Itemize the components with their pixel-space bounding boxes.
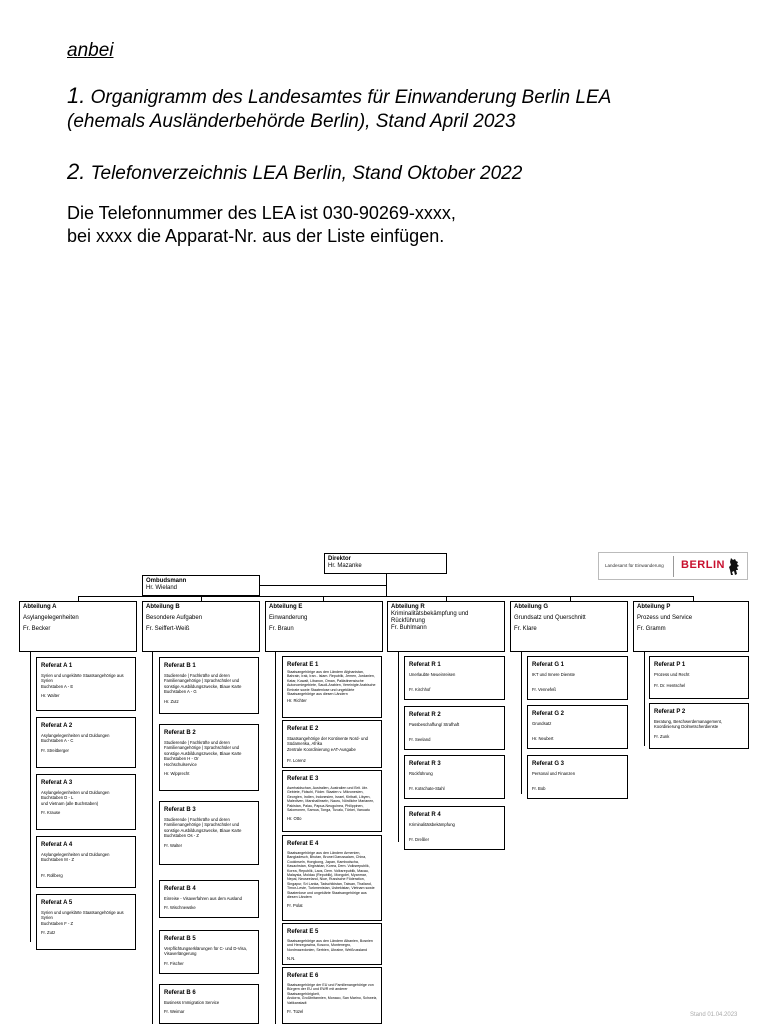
referat-title: Referat B 4: [164, 886, 196, 892]
department-a-box: [19, 601, 137, 652]
referat-title: Referat A 1: [41, 663, 73, 669]
connector-line: [386, 574, 387, 596]
referat-b2: [159, 724, 259, 791]
referat-a1: [36, 657, 136, 711]
logo-text: Landesamt für Einwanderung: [605, 563, 664, 568]
referat-b3: [159, 801, 259, 865]
referat-desc: Einreise - Visaverfahren aus dem Ausland: [164, 896, 242, 901]
connector-line: [644, 652, 645, 746]
referat-desc: Passbeschaffung/ Strafhaft: [409, 722, 460, 727]
referat-p2: [649, 703, 749, 749]
referat-desc: Staatsangehörige der EU und Familienangehörige von Bürgern der EU und EWR mit anderer Staatsangehörigkeit, Andorra, Großbritannien, Monaco, San Marino, Schweiz, Vatikanstadt: [287, 983, 378, 1005]
referat-p1: [649, 656, 749, 699]
tel-line-2: bei xxxx die Apparat-Nr. aus der Liste einfügen.: [67, 226, 445, 246]
stand-date: Stand 01.04.2023: [690, 1012, 738, 1018]
referat-desc: Staatsangehörige aus den Ländern Afghanistan, Bahrain, Irak, Iran - Islam. Republik, Jemen, Jordanien, Katar, Kuwait, Libanon, Oman, Palästinensische Autonomiegebiete, Saudi-Arabien, Vereinigte Arabische Emirate sowie Staatenlose und ungeklärte Staatsangehörige aus diesen Ländern: [287, 670, 376, 697]
referat-desc: Rückführung: [409, 771, 433, 776]
connector-line: [30, 652, 31, 942]
referat-person: Fr. Kirchhof: [409, 687, 431, 693]
referat-a2: [36, 717, 136, 768]
referat-r3: [404, 755, 505, 799]
referat-desc: Personal und Finanzen: [532, 771, 576, 776]
referat-title: Referat G 2: [532, 711, 565, 717]
referat-person: Fr. Wischnewske: [164, 905, 196, 911]
referat-title: Referat E 3: [287, 776, 319, 782]
referat-desc: Studierende | Fachkräfte und deren Familienangehörige | Sprachschüler und sonstige Ausbildungszwecke, Blaue Karte Buchstaben A - G: [164, 673, 242, 695]
item-2-number: 2.: [67, 159, 86, 184]
referat-desc: Asylangelegenheiten und Duldungen Buchstaben D - L und Vietnam (alle Buchstaben): [41, 790, 110, 806]
referat-title: Referat B 6: [164, 990, 196, 996]
anbei-heading: anbei: [67, 40, 114, 61]
tel-line-1: Die Telefonnummer des LEA ist 030-90269-xxxx,: [67, 203, 456, 223]
referat-title: Referat R 3: [409, 761, 441, 767]
department-subtitle: Grundsatz und Querschnitt: [514, 615, 586, 621]
referat-person: Fr. Fischer: [164, 960, 184, 966]
referat-person: Fr. Kotschate-Stahl: [409, 786, 445, 792]
referat-desc: Asylangelegenheiten und Duldungen Buchstaben A - C: [41, 733, 110, 744]
connector-line: [398, 652, 399, 842]
referat-e3: [282, 770, 382, 832]
referat-desc: Studierende | Fachkräfte und deren Familienangehörige | Sprachschüler und sonstige Ausbildungszwecke, Blaue Karte Buchstaben Os - Z: [164, 817, 242, 839]
item-1-line-1: Organigramm des Landesamtes für Einwanderung Berlin LEA: [90, 87, 612, 108]
referat-title: Referat A 2: [41, 723, 73, 729]
referat-r1: [404, 656, 505, 700]
logo-city: BERLIN: [681, 559, 725, 571]
department-person: Fr. Gramm: [637, 626, 666, 632]
referat-person: Fr. Weimar: [164, 1009, 185, 1015]
logo-separator: [673, 556, 674, 577]
referat-person: Fr. Walter: [164, 842, 182, 848]
department-person: Fr. Seiffert-Weiß: [146, 626, 190, 632]
referat-g3: [527, 755, 628, 799]
referat-a5: [36, 894, 136, 950]
berlin-logo: [598, 552, 748, 580]
referat-person: Fr. Krause: [41, 810, 61, 816]
item-1-number: 1.: [67, 83, 86, 108]
referat-title: Referat R 4: [409, 812, 441, 818]
referat-person: Hr. Zutz: [164, 698, 179, 704]
department-subtitle: Asylangelegenheiten: [23, 615, 79, 621]
referat-person: Hr. Walter: [41, 693, 60, 699]
referat-person: Fr. Vennefeß: [532, 687, 556, 693]
referat-g1: [527, 656, 628, 700]
referat-person: Fr. Zutz: [41, 930, 56, 936]
referat-person: Hr. Wipprecht: [164, 771, 190, 777]
referat-title: Referat A 5: [41, 900, 73, 906]
referat-person: Fr. Rollberg: [41, 872, 63, 878]
department-title: Abteilung B: [146, 604, 180, 610]
referat-desc: Syrien und ungeklärte Staatsangehörige aus Syrien Buchstaben F - Z: [41, 910, 124, 926]
department-subtitle: Besondere Aufgaben: [146, 615, 203, 621]
referat-desc: Prozess und Recht: [654, 672, 690, 677]
referat-e1: [282, 656, 382, 718]
ombudsmann-person: Hr. Wieland: [146, 585, 178, 591]
referat-desc: Syrien und ungeklärte Staatsangehörige aus Syrien Buchstaben A - E: [41, 673, 124, 689]
department-e-box: [265, 601, 383, 652]
referat-person: Fr. Seeland: [409, 737, 431, 743]
referat-title: Referat A 3: [41, 780, 73, 786]
referat-person: Hr. Richter: [287, 698, 307, 704]
referat-title: Referat R 2: [409, 712, 441, 718]
item-1-line-2: (ehemals Ausländerbehörde Berlin), Stand April 2023: [67, 111, 516, 132]
referat-title: Referat R 1: [409, 662, 441, 668]
director-title: Direktor: [328, 556, 352, 562]
referat-desc: Staatsangehörige der Kontinente Nord- und Südamerika, Afrika Zentrale Koordinierung eAT-Ausgabe: [287, 736, 369, 752]
referat-e4: [282, 835, 382, 921]
referat-b4: [159, 880, 259, 918]
referat-e6: [282, 967, 382, 1024]
connector-line: [152, 652, 153, 1024]
item-2-text: Telefonverzeichnis LEA Berlin, Stand Oktober 2022: [90, 163, 523, 184]
referat-a4: [36, 836, 136, 888]
connector-line: [521, 652, 522, 794]
referat-person: Fr. Lorenz: [287, 758, 306, 764]
referat-title: Referat G 3: [532, 761, 565, 767]
referat-g2: [527, 705, 628, 749]
department-person: Fr. Klare: [514, 626, 537, 632]
department-person: Fr. Becker: [23, 626, 51, 632]
ombudsmann-box: [142, 575, 260, 596]
referat-desc: Asylangelegenheiten und Duldungen Buchstaben M - Z: [41, 852, 110, 863]
referat-person: Fr. Dreßler: [409, 837, 430, 843]
department-subtitle: Kriminalitätsbekämpfung und Rückführung: [391, 611, 469, 624]
referat-person: Hr. Otto: [287, 816, 302, 822]
referat-r4: [404, 806, 505, 850]
referat-desc: Kriminalitätsbekämpfung: [409, 822, 455, 827]
referat-desc: Studierende | Fachkräfte und deren Familienangehörige | Sprachschüler und sonstige Ausbildungszwecke, Blaue Karte Buchstaben H - Or Hochschulservice: [164, 740, 242, 767]
referat-b6: [159, 984, 259, 1024]
referat-person: N.N.: [287, 956, 296, 962]
referat-title: Referat B 3: [164, 807, 196, 813]
referat-title: Referat P 2: [654, 709, 686, 715]
referat-person: Fr. Zunk: [654, 733, 670, 739]
referat-desc: Business Immigration Service: [164, 1000, 220, 1005]
referat-title: Referat E 6: [287, 973, 319, 979]
referat-title: Referat P 1: [654, 662, 686, 668]
referat-desc: IKT und Innere Dienste: [532, 672, 575, 677]
referat-title: Referat G 1: [532, 662, 565, 668]
director-box: [324, 553, 447, 574]
department-person: Fr. Braun: [269, 626, 294, 632]
department-title: Abteilung G: [514, 604, 548, 610]
referat-e2: [282, 720, 382, 768]
department-g-box: [510, 601, 628, 652]
referat-b1: [159, 657, 259, 714]
department-title: Abteilung R: [391, 604, 425, 610]
department-subtitle: Prozess und Service: [637, 615, 693, 621]
department-p-box: [633, 601, 749, 652]
connector-line: [78, 596, 694, 597]
referat-title: Referat B 5: [164, 936, 196, 942]
referat-e5: [282, 923, 382, 965]
department-r-box: [387, 601, 505, 652]
department-b-box: [142, 601, 260, 652]
director-person: Hr. Mazanke: [328, 563, 362, 569]
referat-title: Referat B 2: [164, 730, 196, 736]
berlin-bear-icon: [727, 557, 741, 576]
referat-r2: [404, 706, 505, 750]
department-title: Abteilung E: [269, 604, 303, 610]
referat-desc: Staatsangehörige aus den Ländern Armenien, Bangladesch, Bhutan, Brunei Darussalam, China, Cookinseln, Hongkong, Japan, Kambodscha, Kasachstan, Kirgisistan, Korea, Dem. Volksrepublik, Korea, Republik, Laos, Dem. Volksrepublik, Macau, Malaysia, Moldau (Republik), Mongolei, Myanmar, Nepal, Neuseeland, Niue, Russische Föderation, Singapur, Sri Lanka, Tadschikistan, Taiwan, Thailand, Timor-Leste, Turkmenistan, Usbekistan, Vietnam sowie Staatenlose und ungeklärte Staatsangehörige aus diesen Ländern: [287, 851, 375, 900]
referat-desc: Beratung, Beschwerdemanagement, Koordinierung Dolmetscherdienste: [654, 719, 722, 730]
ombudsmann-title: Ombudsmann: [146, 578, 187, 584]
referat-title: Referat E 5: [287, 929, 319, 935]
referat-desc: Aserbaidschan, Australien, Australien und Brit. übr. Gebiete, Fidschi, Föder. Staaten v. Mikronesien, Georgien, Indien, Indonesien, Israel, Kiribati, Libyen, Malediven, Marshallinseln, Nauru, Nördliche Marianen, Pakistan, Palau, Papua-Neuguinea, Philippinen, Salomonen, Samoa, Tonga, Tuvalu, Türkei, Vanuatu: [287, 786, 375, 813]
referat-person: Fr. Tüzel: [287, 1009, 304, 1015]
referat-a3: [36, 774, 136, 830]
referat-desc: Unerlaubte Neueinreisen: [409, 672, 456, 677]
referat-title: Referat E 2: [287, 726, 319, 732]
referat-title: Referat A 4: [41, 842, 73, 848]
connector-line: [275, 652, 276, 1024]
referat-title: Referat E 4: [287, 841, 319, 847]
referat-title: Referat B 1: [164, 663, 196, 669]
referat-desc: Grundsatz: [532, 721, 552, 726]
referat-title: Referat E 1: [287, 662, 319, 668]
referat-person: Fr. Bob: [532, 786, 546, 792]
department-title: Abteilung P: [637, 604, 671, 610]
department-person: Fr. Buhlmann: [391, 625, 427, 631]
referat-desc: Staatsangehörige aus den Ländern Albanien, Bosnien und Herzegowina, Kosovo, Montenegro, Nordmazedonien, Serbien, Ukraine, Weißrussland: [287, 939, 373, 952]
referat-person: Fr. Polat: [287, 903, 303, 909]
department-subtitle: Einwanderung: [269, 615, 308, 621]
department-title: Abteilung A: [23, 604, 57, 610]
referat-person: Fr. Dr. Hentschel: [654, 683, 686, 689]
connector-line: [260, 585, 386, 586]
referat-person: Hr. Neubert: [532, 736, 554, 742]
referat-person: Fr. Streitberger: [41, 747, 69, 753]
referat-b5: [159, 930, 259, 974]
referat-desc: Verpflichtungserklärungen für C- und D-Visa, Visaverlängerung: [164, 946, 248, 957]
